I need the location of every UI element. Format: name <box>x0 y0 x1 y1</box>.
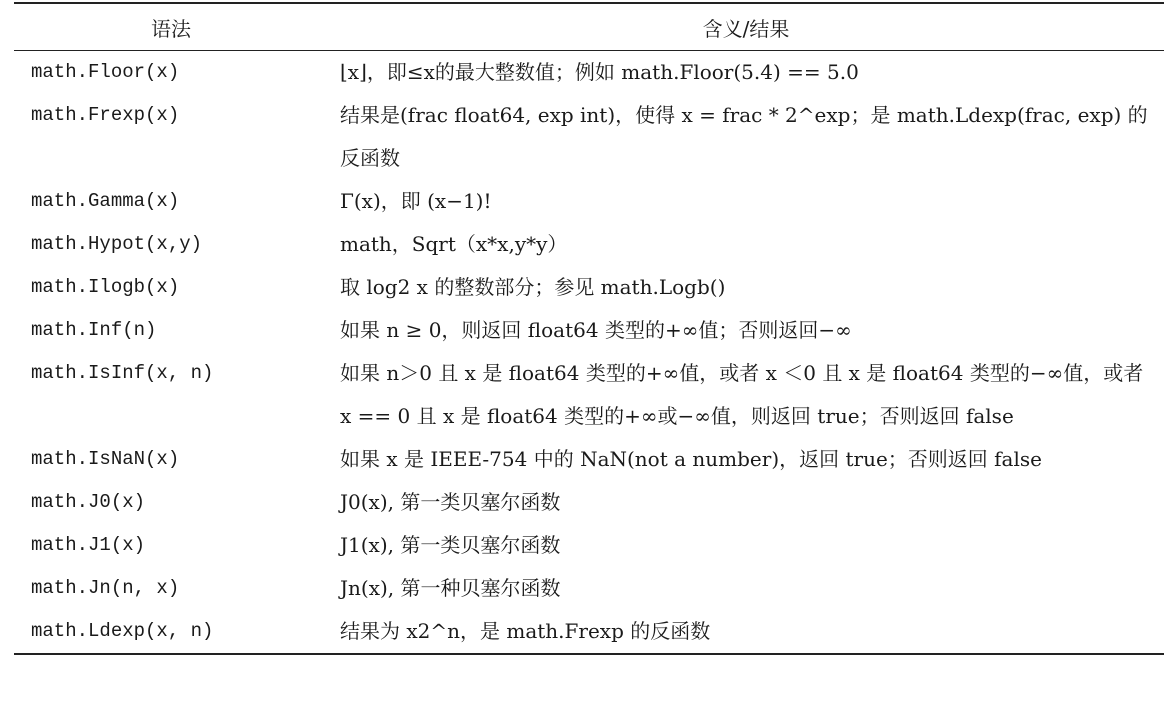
table-row <box>14 266 1164 309</box>
meaning-cell: 如果 x 是 IEEE-754 中的 NaN(not a number)，返回 true；否则返回 false <box>340 447 1042 471</box>
table-row <box>14 481 1164 524</box>
table-row <box>14 51 1164 95</box>
table-row <box>14 223 1164 266</box>
table-row <box>14 438 1164 481</box>
table-row <box>14 309 1164 352</box>
syntax-cell: math.Frexp(x) <box>31 104 180 126</box>
meaning-cell: 结果是(frac float64, exp int)，使得 x = frac * 2^exp；是 math.Ldexp(frac, exp) 的反函数 <box>340 103 1148 170</box>
table-header-row <box>14 3 1164 51</box>
syntax-cell: math.IsInf(x, n) <box>31 362 214 384</box>
math-functions-table <box>14 2 1164 655</box>
table-row <box>14 567 1164 610</box>
syntax-cell: math.Inf(n) <box>31 319 157 341</box>
syntax-cell: math.Gamma(x) <box>31 190 180 212</box>
syntax-cell: math.Floor(x) <box>31 61 180 83</box>
meaning-cell: J1(x), 第一类贝塞尔函数 <box>340 533 561 557</box>
meaning-cell: 如果 n ≥ 0，则返回 float64 类型的+∞值；否则返回−∞ <box>340 318 852 342</box>
table-row <box>14 610 1164 654</box>
syntax-cell: math.Hypot(x,y) <box>31 233 203 255</box>
header-syntax: 语法 <box>14 3 328 51</box>
syntax-cell: math.IsNaN(x) <box>31 448 180 470</box>
meaning-cell: Jn(x), 第一种贝塞尔函数 <box>340 576 561 600</box>
header-meaning: 含义/结果 <box>328 3 1164 51</box>
table-row <box>14 94 1164 180</box>
meaning-cell: 取 log2 x 的整数部分；参见 math.Logb() <box>340 275 726 299</box>
syntax-cell: math.Ldexp(x, n) <box>14 610 328 654</box>
table-row <box>14 180 1164 223</box>
table-row <box>14 524 1164 567</box>
syntax-cell: math.J0(x) <box>31 491 146 513</box>
meaning-cell: ⌊x⌋，即≤x的最大整数值；例如 math.Floor(5.4) == 5.0 <box>340 60 859 84</box>
syntax-cell: math.Jn(n, x) <box>31 577 180 599</box>
table-row <box>14 352 1164 438</box>
syntax-cell: math.Ilogb(x) <box>31 276 180 298</box>
meaning-cell: math，Sqrt（x*x,y*y） <box>340 232 568 256</box>
meaning-cell: 如果 n＞0 且 x 是 float64 类型的+∞值，或者 x ＜0 且 x 是 float64 类型的−∞值，或者 x == 0 且 x 是 float64 类型的+∞或−∞值，则返回 true；否则返回 false <box>340 361 1144 428</box>
syntax-cell: math.J1(x) <box>31 534 146 556</box>
meaning-cell: 结果为 x2^n，是 math.Frexp 的反函数 <box>328 610 1164 654</box>
meaning-cell: Γ(x)，即 (x−1)! <box>340 189 492 213</box>
meaning-cell: J0(x), 第一类贝塞尔函数 <box>340 490 561 514</box>
